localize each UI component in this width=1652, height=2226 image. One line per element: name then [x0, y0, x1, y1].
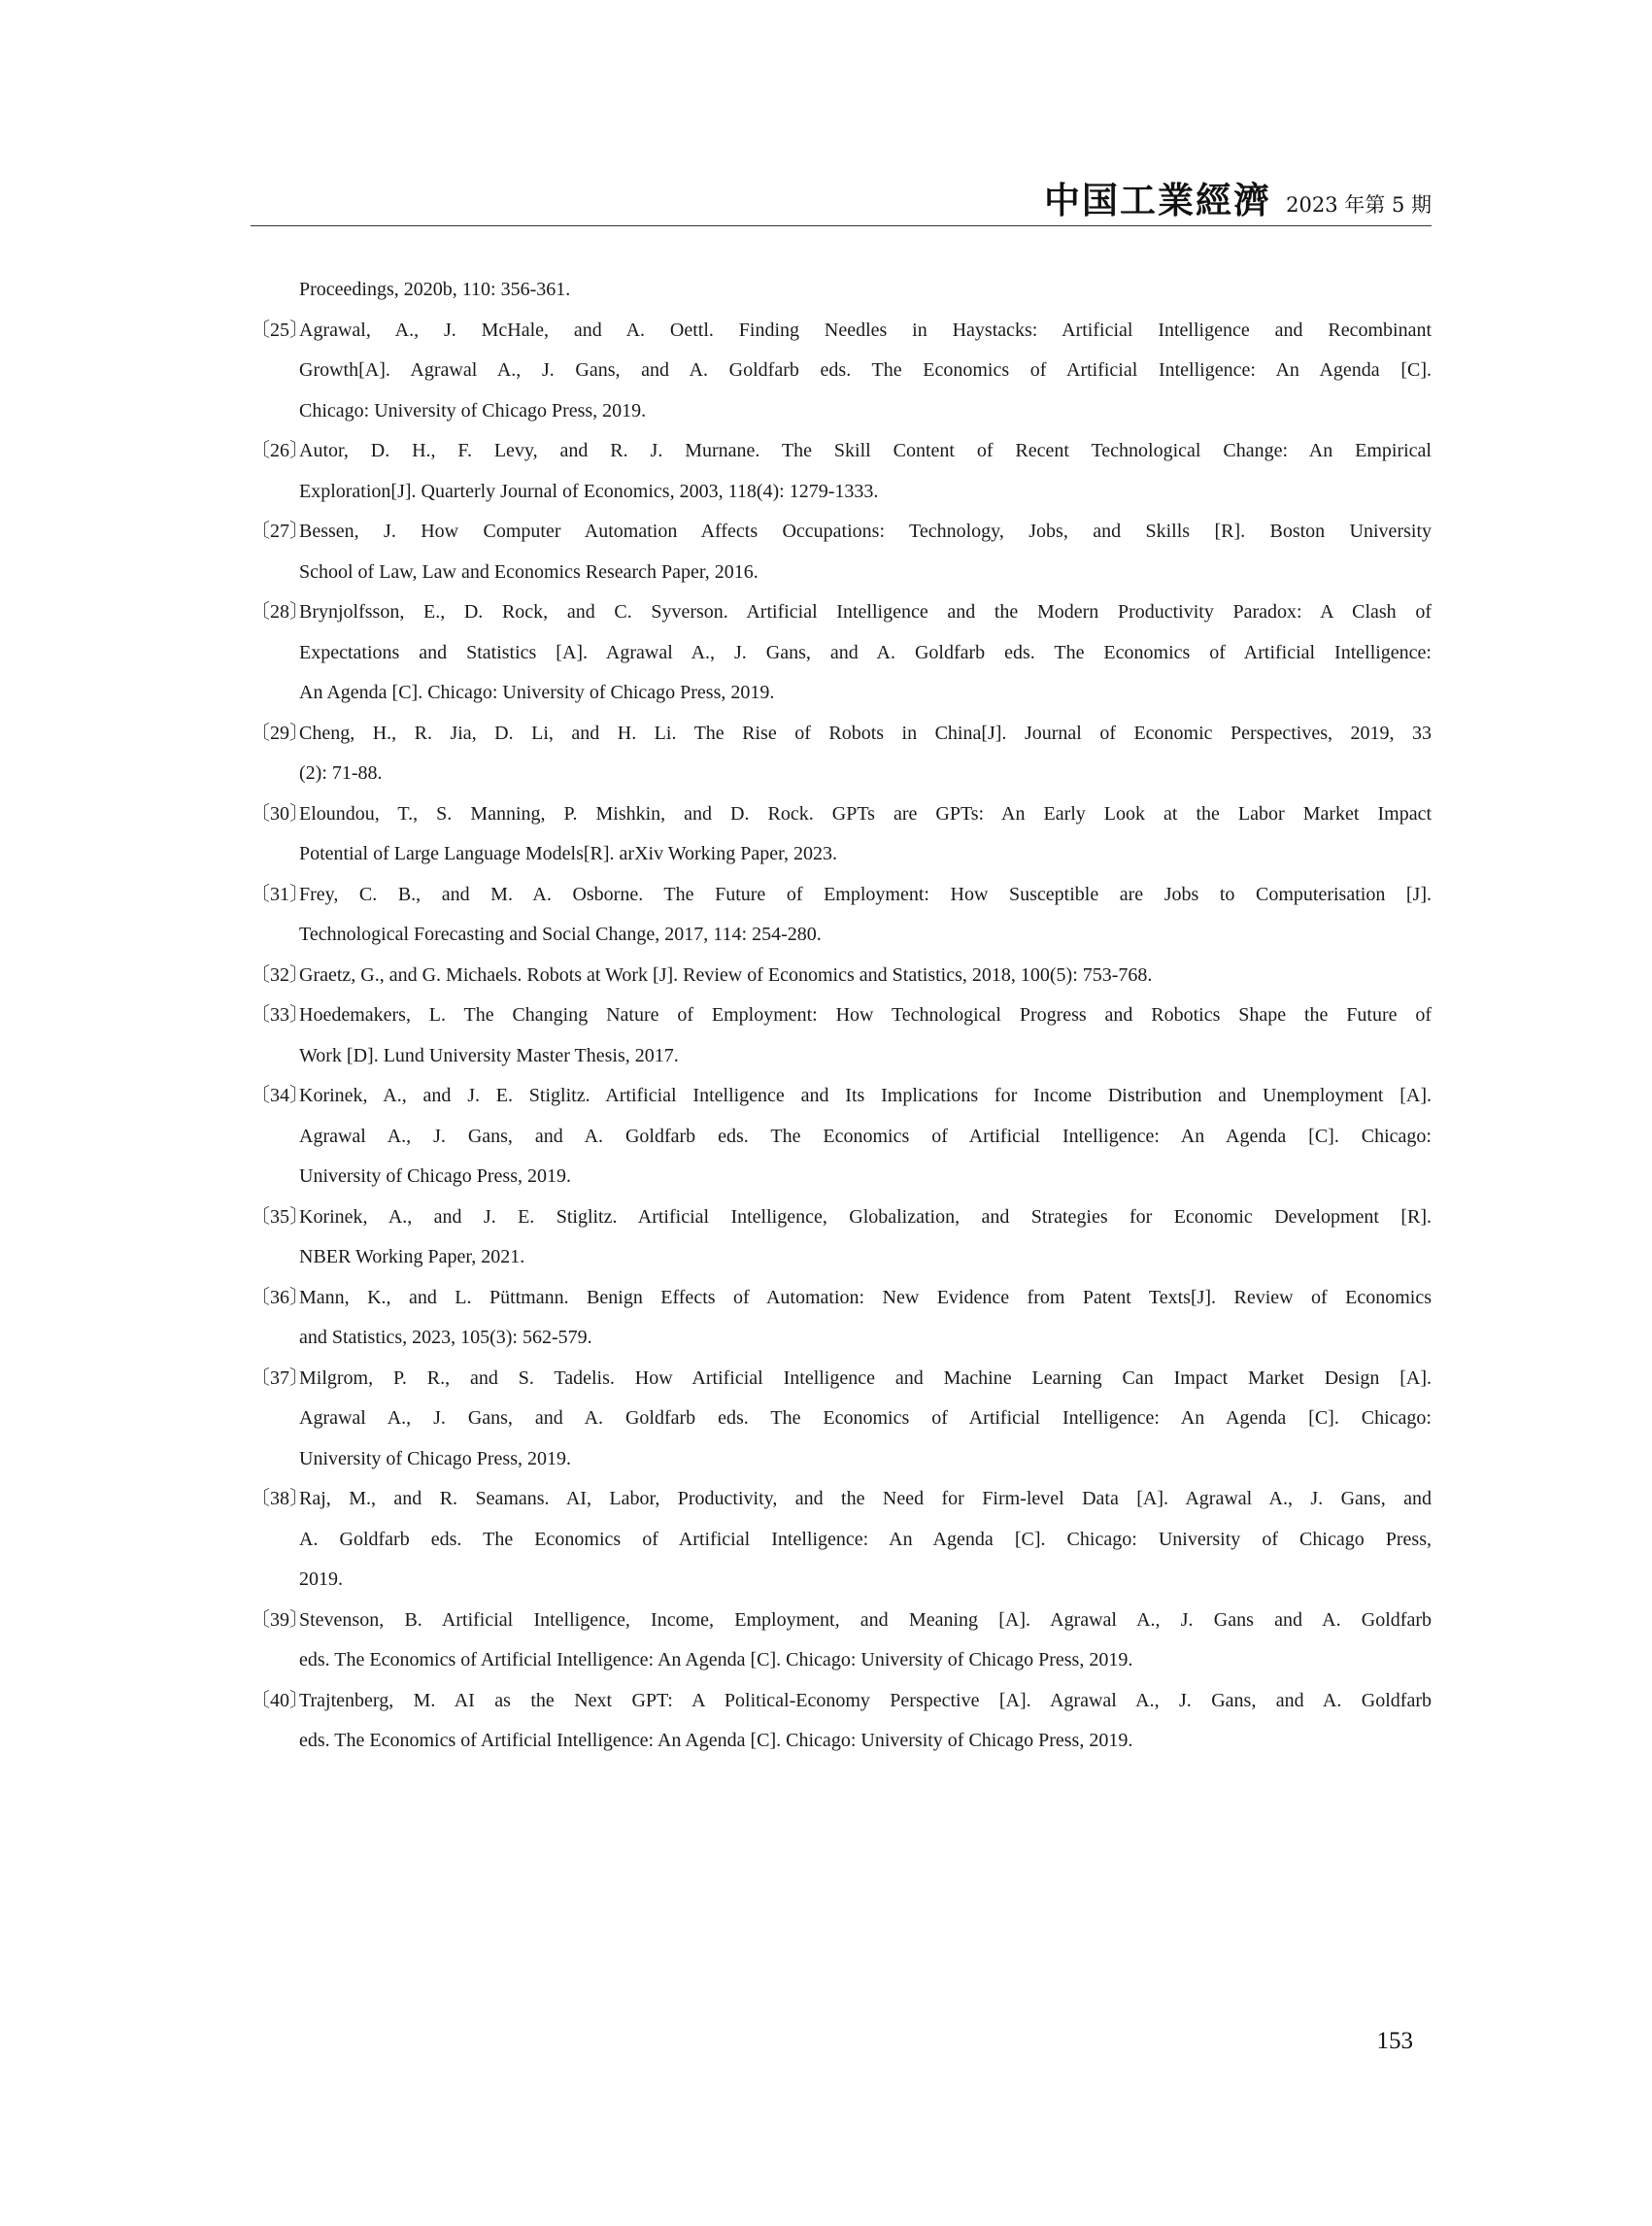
reference-item — [251, 714, 1432, 794]
reference-line: Potential of Large Language Models[R]. arXiv Working Paper, 2023. — [299, 843, 837, 864]
reference-item — [251, 1681, 1432, 1762]
reference-item — [251, 270, 1432, 311]
reference-item — [251, 512, 1432, 592]
reference-line: Brynjolfsson, E., D. Rock, and C. Syverson. Artificial Intelligence and the Modern Productivity Paradox: A Clash of — [299, 601, 1432, 623]
reference-line: and Statistics, 2023, 105(3): 562-579. — [299, 1327, 592, 1348]
reference-number: 〔34〕 — [251, 1085, 309, 1106]
reference-line: Graetz, G., and G. Michaels. Robots at Work [J]. Review of Economics and Statistics, 2018, 100(5): 753-768. — [299, 963, 1153, 986]
reference-number: 〔27〕 — [251, 521, 309, 542]
reference-number: 〔37〕 — [251, 1366, 309, 1389]
reference-line: Growth[A]. Agrawal A., J. Gans, and A. Goldfarb eds. The Economics of Artificial Intelligence: An Agenda [C]. — [299, 359, 1432, 381]
reference-line: NBER Working Paper, 2021. — [299, 1246, 525, 1267]
reference-number: 〔32〕 — [251, 963, 309, 986]
reference-number: 〔39〕 — [251, 1608, 309, 1631]
reference-number: 〔26〕 — [251, 440, 309, 461]
reference-number: 〔28〕 — [251, 601, 309, 623]
reference-line: Proceedings, 2020b, 110: 356-361. — [299, 279, 571, 300]
reference-line: (2): 71-88. — [299, 762, 383, 784]
reference-line: Trajtenberg, M. AI as the Next GPT: A Political-Economy Perspective [A]. Agrawal A., J. Gans, and A. Goldfarb — [299, 1689, 1432, 1711]
reference-line: Expectations and Statistics [A]. Agrawal A., J. Gans, and A. Goldfarb eds. The Economics of Artificial Intelligence: — [299, 641, 1432, 663]
reference-item — [251, 995, 1432, 1076]
reference-item — [251, 794, 1432, 875]
running-header — [251, 181, 1432, 226]
reference-line: Raj, M., and R. Seamans. AI, Labor, Productivity, and the Need for Firm-level Data [A]. Agrawal A., J. Gans, and — [299, 1488, 1432, 1509]
reference-line: Bessen, J. How Computer Automation Affects Occupations: Technology, Jobs, and Skills [R]. Boston University — [299, 521, 1432, 542]
reference-line: Korinek, A., and J. E. Stiglitz. Artificial Intelligence and Its Implications for Income Distribution and Unemployment [A]. — [299, 1085, 1432, 1106]
reference-line: eds. The Economics of Artificial Intelligence: An Agenda [C]. Chicago: University of Chicago Press, 2019. — [299, 1730, 1133, 1751]
page-number: 153 — [1376, 2028, 1413, 2054]
reference-item — [251, 311, 1432, 432]
reference-number: 〔25〕 — [251, 319, 309, 341]
reference-number: 〔36〕 — [251, 1286, 309, 1308]
reference-number: 〔38〕 — [251, 1488, 309, 1509]
reference-item — [251, 592, 1432, 714]
reference-line: A. Goldfarb eds. The Economics of Artificial Intelligence: An Agenda [C]. Chicago: University of Chicago Press, — [299, 1528, 1432, 1550]
reference-item — [251, 1601, 1432, 1681]
reference-item — [251, 956, 1432, 996]
reference-number: 〔40〕 — [251, 1689, 309, 1711]
reference-number: 〔29〕 — [251, 722, 309, 744]
reference-line: Milgrom, P. R., and S. Tadelis. How Artificial Intelligence and Machine Learning Can Impact Market Design [A]. — [299, 1366, 1432, 1389]
reference-line: Agrawal A., J. Gans, and A. Goldfarb eds. The Economics of Artificial Intelligence: An Agenda [C]. Chicago: — [299, 1407, 1432, 1429]
reference-item — [251, 1359, 1432, 1480]
reference-line: Chicago: University of Chicago Press, 2019. — [299, 399, 647, 422]
reference-number: 〔31〕 — [251, 883, 309, 905]
reference-item — [251, 431, 1432, 512]
reference-line: Technological Forecasting and Social Change, 2017, 114: 254-280. — [299, 924, 822, 945]
reference-line: Hoedemakers, L. The Changing Nature of Employment: How Technological Progress and Robotics Shape the Future of — [299, 1004, 1432, 1026]
reference-line: University of Chicago Press, 2019. — [299, 1165, 571, 1187]
reference-line: Frey, C. B., and M. A. Osborne. The Future of Employment: How Susceptible are Jobs to Computerisation [J]. — [299, 883, 1432, 905]
reference-number: 〔35〕 — [251, 1205, 309, 1228]
reference-item — [251, 875, 1432, 956]
reference-line: 2019. — [299, 1568, 343, 1590]
reference-line: Mann, K., and L. Püttmann. Benign Effects of Automation: New Evidence from Patent Texts[J]. Review of Economics — [299, 1286, 1432, 1308]
reference-line: An Agenda [C]. Chicago: University of Chicago Press, 2019. — [299, 682, 775, 703]
reference-line: Eloundou, T., S. Manning, P. Mishkin, and D. Rock. GPTs are GPTs: An Early Look at the Labor Market Impact — [299, 802, 1432, 825]
reference-line: Stevenson, B. Artificial Intelligence, Income, Employment, and Meaning [A]. Agrawal A., J. Gans and A. Goldfarb — [299, 1608, 1432, 1631]
reference-line: Exploration[J]. Quarterly Journal of Economics, 2003, 118(4): 1279-1333. — [299, 480, 879, 502]
reference-line: Work [D]. Lund University Master Thesis, 2017. — [299, 1044, 679, 1066]
issue-label: 2023 年第 5 期 — [1286, 193, 1432, 217]
reference-list — [251, 270, 1432, 1762]
reference-line: University of Chicago Press, 2019. — [299, 1447, 571, 1469]
reference-line: Autor, D. H., F. Levy, and R. J. Murnane. The Skill Content of Recent Technological Change: An Empirical — [299, 440, 1432, 461]
reference-number: 〔30〕 — [251, 802, 309, 825]
reference-item — [251, 1076, 1432, 1197]
reference-line: Agrawal A., J. Gans, and A. Goldfarb eds. The Economics of Artificial Intelligence: An Agenda [C]. Chicago: — [299, 1125, 1432, 1147]
reference-item — [251, 1479, 1432, 1601]
reference-line: Korinek, A., and J. E. Stiglitz. Artificial Intelligence, Globalization, and Strategies for Economic Development [R]. — [299, 1205, 1432, 1228]
reference-item — [251, 1278, 1432, 1359]
reference-line: eds. The Economics of Artificial Intelligence: An Agenda [C]. Chicago: University of Chicago Press, 2019. — [299, 1649, 1133, 1670]
reference-line: Agrawal, A., J. McHale, and A. Oettl. Finding Needles in Haystacks: Artificial Intelligence and Recombinant — [299, 319, 1432, 341]
reference-item — [251, 1197, 1432, 1278]
journal-name: 中国工業經濟 — [1044, 180, 1271, 221]
reference-line: Cheng, H., R. Jia, D. Li, and H. Li. The Rise of Robots in China[J]. Journal of Economic Perspectives, 2019, 33 — [299, 722, 1432, 744]
reference-number: 〔33〕 — [251, 1004, 309, 1026]
reference-line: School of Law, Law and Economics Research Paper, 2016. — [299, 560, 759, 583]
